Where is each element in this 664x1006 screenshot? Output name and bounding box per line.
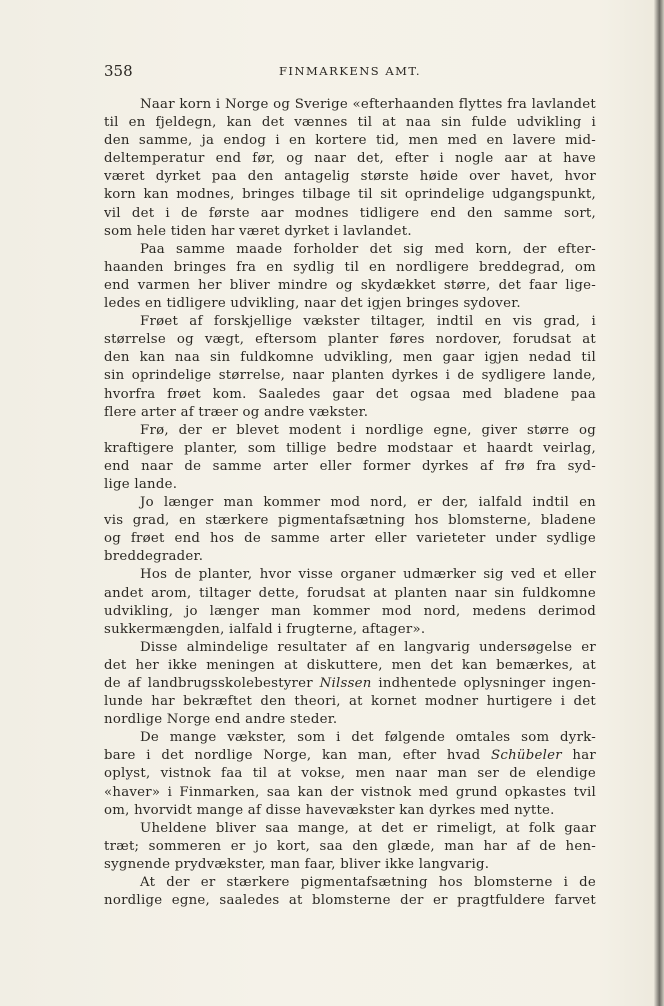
text-line: end varmen her bliver mindre og skydækket større, det faar lige- (104, 277, 596, 293)
text-line: den kan naa sin fuldkomne udvikling, men gaar igjen nedad til (104, 350, 596, 366)
text-line: nordlige egne, saaledes at blomsterne der er pragtfuldere farvet (104, 893, 596, 909)
text-line: Naar korn i Norge og Sverige «efterhaanden flyttes fra lavlandet (140, 97, 596, 112)
body-text (104, 96, 596, 910)
text-line: Uheldene bliver saa mange, at det er rimeligt, at folk gaar (140, 820, 596, 836)
text-line: Jo længer man kommer mod nord, er der, ialfald indtil en (140, 495, 596, 511)
page-header (104, 62, 596, 82)
italic-name: Schübeler (491, 748, 562, 764)
text-line: og frøet end hos de samme arter eller varieteter under sydlige (104, 531, 596, 547)
text-line: korn kan modnes, bringes tilbage til sit oprindelige udgangspunkt, (104, 187, 596, 203)
text-line: oplyst, vistnok faa til at vokse, men naar man ser de elendige (104, 766, 596, 782)
text-line: det her ikke meningen at diskuttere, men det kan bemærkes, at (104, 657, 596, 673)
text-line: bare i det nordlige Norge, kan man, efter hvad Schübeler har (104, 748, 596, 764)
text-line: sin oprindelige størrelse, naar planten dyrkes i de sydligere lande, (104, 368, 596, 384)
paragraph (104, 241, 596, 313)
paragraph (104, 729, 596, 819)
paragraph (104, 874, 596, 910)
text-line: At der er stærkere pigmentafsætning hos blomsterne i de (140, 875, 596, 891)
page-number: 358 (104, 62, 133, 80)
text-line: haanden bringes fra en sydlig til en nordligere breddegrad, om (104, 259, 596, 275)
text-line: lunde har bekræftet den theori, at kornet modner hurtigere i det (104, 694, 596, 710)
paragraph (104, 494, 596, 566)
text-line: Hos de planter, hvor visse organer udmærker sig ved et eller (140, 567, 596, 583)
text-line: Frø, der er blevet modent i nordlige egne, giver større og (140, 422, 596, 438)
page-edge-shadow (654, 0, 664, 1006)
text-line: været dyrket paa den antagelig største høide over havet, hvor (104, 169, 596, 185)
text-line: de af landbrugsskolebestyrer Nilssen indhentede oplysninger ingen- (104, 676, 596, 691)
italic-name: Nilssen (319, 676, 372, 691)
paragraph (104, 313, 596, 422)
text-line: træt; sommeren er jo kort, saa den glæde, man har af de hen- (104, 838, 596, 854)
running-title: FINMARKENS AMT. (278, 64, 422, 78)
paragraph (104, 639, 596, 729)
text-line: vis grad, en stærkere pigmentafsætning hos blomsterne, bladene (104, 513, 596, 529)
paragraph (104, 566, 596, 638)
text-line: lige lande. (104, 476, 178, 492)
text-line: hvorfra frøet kom. Saaledes gaar det ogsaa med bladene paa (104, 386, 596, 402)
text-line: De mange vækster, som i det følgende omtales som dyrk- (140, 730, 596, 746)
paragraph (104, 422, 596, 494)
text-line: den samme, ja endog i en kortere tid, men med en lavere mid- (104, 133, 596, 149)
text-line: vil det i de første aar modnes tidligere end den samme sort, (104, 205, 596, 221)
text-line: «haver» i Finmarken, saa kan der vistnok med grund opkastes tvil (104, 784, 596, 800)
text-line: end naar de samme arter eller former dyrkes af frø fra syd- (104, 458, 596, 474)
text-line: om, hvorvidt mange af disse havevækster kan dyrkes med nytte. (104, 802, 555, 818)
text-line: Paa samme maade forholder det sig med korn, der efter- (140, 241, 596, 257)
text-line: Frøet af forskjellige vækster tiltager, indtil en vis grad, i (140, 314, 596, 330)
paragraph (104, 96, 596, 241)
text-line: størrelse og vægt, eftersom planter føres nordover, forudsat at (104, 332, 596, 348)
text-line: kraftigere planter, som tillige bedre modstaar et haardt veirlag, (104, 440, 596, 456)
text-line: til en fjeldegn, kan det vænnes til at naa sin fulde udvikling i (104, 115, 596, 131)
paragraph (104, 820, 596, 874)
text-line: ledes en tidligere udvikling, naar det igjen bringes sydover. (104, 296, 521, 312)
text-line: nordlige Norge end andre steder. (104, 712, 338, 728)
text-line: deltemperatur end før, og naar det, efter i nogle aar at have (104, 151, 596, 167)
text-line: sukkermængden, ialfald i frugterne, aftager». (104, 621, 426, 637)
text-line: sygnende prydvækster, man faar, bliver ikke langvarig. (104, 856, 490, 872)
text-line: breddegrader. (104, 549, 204, 565)
text-line: som hele tiden har været dyrket i lavlandet. (104, 223, 412, 239)
text-line: andet arom, tiltager dette, forudsat at planten naar sin fuldkomne (104, 585, 596, 601)
text-line: flere arter af træer og andre vækster. (104, 404, 369, 420)
text-line: udvikling, jo længer man kommer mod nord, medens derimod (104, 603, 596, 619)
text-line: Disse almindelige resultater af en langvarig undersøgelse er (140, 639, 596, 655)
